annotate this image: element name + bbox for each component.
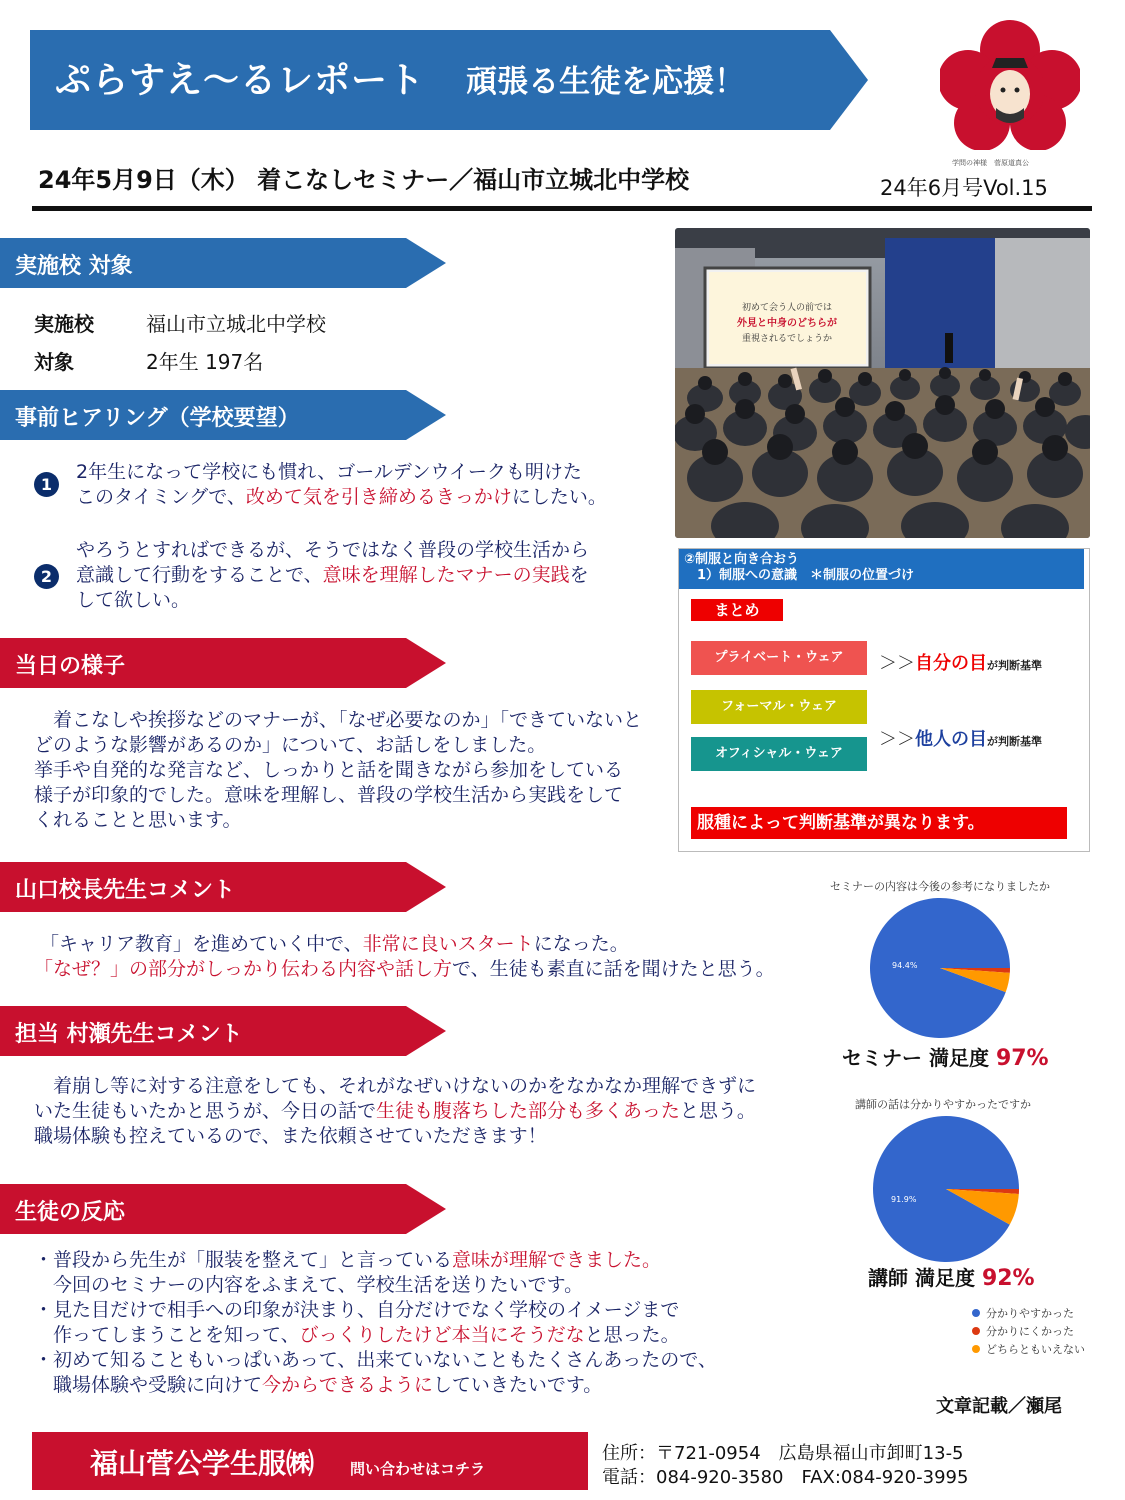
own-eye-criterion: ＞＞自分の目が判断基準 (879, 653, 1042, 674)
logo-caption: 学問の神様 菅原道真公 (952, 159, 1029, 167)
pie2-caption: 講師 満足度 92% (868, 1266, 1035, 1291)
other-eye-criterion: ＞＞他人の目が判断基準 (879, 729, 1042, 750)
section-heading-teacher: 担当 村瀬先生コメント (0, 1006, 446, 1056)
volume-label: 24年6月号Vol.15 (880, 176, 1048, 200)
address-line: 住所：〒721-0954 広島県福山市卸町13-5 (602, 1443, 964, 1464)
section-heading-school: 実施校 対象 (0, 238, 446, 288)
number-1-icon: 1 (34, 472, 59, 497)
section-heading-day: 当日の様子 (0, 638, 446, 688)
phone-line: 電話：084-920-3580 FAX:084-920-3995 (602, 1467, 969, 1488)
pie1-data-label: 94.4% (892, 961, 918, 970)
target-row (34, 346, 263, 375)
seminar-photo (675, 228, 1090, 538)
company-address (602, 1442, 968, 1490)
section-heading-students: 生徒の反応 (0, 1184, 446, 1234)
student-reactions: ・普段から先生が「服装を整えて」と言っている意味が理解できました。 今回のセミナーの内容をふまえて、学校生活を送りたいです。 ・見た目だけで相手への印象が決まり、自分だけでなく学校のイメージまで 作ってしまうことを知って、びっくりしたけど本当にそうだなと思った。 ・初めて知ることもいっぱいあって、出来ていないこともたくさんあったので、 職場体験や受験に向けて今からできるようにしていきたいです。 (34, 1249, 717, 1396)
contact-link[interactable]: 問い合わせはコチラ (350, 1460, 486, 1478)
chart-legend: 分かりやすかった 分かりにくかった どちらともいえない (972, 1305, 1085, 1359)
summary-slide (678, 548, 1090, 852)
pie1-title: セミナーの内容は今後の参考になりましたか (830, 880, 1050, 893)
legend-orange-dot-icon (972, 1345, 980, 1353)
school-label: 実施校 (34, 312, 94, 336)
pie2-title: 講師の話は分かりやすかったですか (855, 1098, 1031, 1111)
target-label: 対象 (34, 350, 74, 374)
pie2-data-label: 91.9% (891, 1195, 917, 1204)
day-description: 着こなしや挨拶などのマナーが、「なぜ必要なのか」「できていないと どのような影響があるのか」について、お話しをしました。 挙手や自発的な発言など、しっかりと話を聞きながら参加をしている 様子が印象的でした。意味を理解し、普段の学校生活から実践をして くれることと思います。 (34, 709, 643, 831)
report-tagline: 頑張る生徒を応援！ (466, 64, 746, 100)
legend-red-dot-icon (972, 1327, 980, 1335)
number-2-icon: 2 (34, 564, 59, 589)
official-wear-badge: オフィシャル・ウェア (691, 737, 867, 771)
school-value: 福山市立城北中学校 (146, 312, 326, 336)
pie1-caption: セミナー 満足度 97% (842, 1046, 1049, 1071)
header-divider (32, 206, 1092, 211)
section-heading-hearing: 事前ヒアリング（学校要望） (0, 390, 446, 440)
summary-label: まとめ (691, 599, 783, 621)
slide-header: ②制服と向き合おう 1）制服への意識 ＊制服の位置づけ (679, 549, 1084, 589)
conclusion-banner: 服種によって判断基準が異なります。 (691, 807, 1067, 839)
legend-blue-dot-icon (972, 1309, 980, 1317)
formal-wear-badge: フォーマル・ウェア (691, 690, 867, 724)
school-row (34, 308, 326, 337)
svg-text:初めて会う人の前では: 初めて会う人の前では (741, 303, 833, 313)
private-wear-badge: プライベート・ウェア (691, 641, 867, 675)
svg-text:外見と中身のどちらが: 外見と中身のどちらが (737, 318, 837, 329)
teacher-comment: 着崩し等に対する注意をしても、それがなぜいけないのかをなかなか理解できずに いた生徒もいたかと思うが、今日の話で生徒も腹落ちした部分も多くあったと思う。 職場体験も控えているので、また依頼させていただきます！ (34, 1075, 757, 1147)
hearing-item-2: やろうとすればできるが、そうではなく普段の学校生活から 意識して行動をすることで、意味を理解したマナーの実践を して欲しい。 (76, 539, 590, 611)
company-name: 福山菅公学生服㈱ (90, 1447, 315, 1480)
seminar-hall-illustration (675, 228, 1090, 538)
report-title: ぷらすえ〜るレポート (55, 60, 426, 101)
contact-banner[interactable] (32, 1432, 588, 1490)
hearing-item-1: 2年生になって学校にも慣れ、ゴールデンウイークも明けた このタイミングで、改めて気を引き締めるきっかけにしたい。 (76, 461, 607, 508)
pie-chart-seminar (870, 898, 1020, 1048)
section-heading-principal: 山口校長先生コメント (0, 862, 446, 912)
title-banner (30, 30, 868, 130)
pie-chart-lecturer (873, 1116, 1019, 1262)
svg-text:重視されるでしょうか: 重視されるでしょうか (742, 334, 832, 344)
principal-comment: 「キャリア教育」を進めていく中で、非常に良いスタートになった。 「なぜ？」の部分がしっかり伝わる内容や話し方で、生徒も素直に話を聞けたと思う。 (34, 933, 775, 980)
logo (940, 20, 1080, 170)
plum-blossom-logo-icon (940, 20, 1080, 150)
author-credit: 文章記載／瀬尾 (936, 1396, 1062, 1417)
target-value: 2年生 197名 (146, 350, 264, 374)
event-line: 24年5月9日（木） 着こなしセミナー／福山市立城北中学校 (38, 166, 690, 194)
